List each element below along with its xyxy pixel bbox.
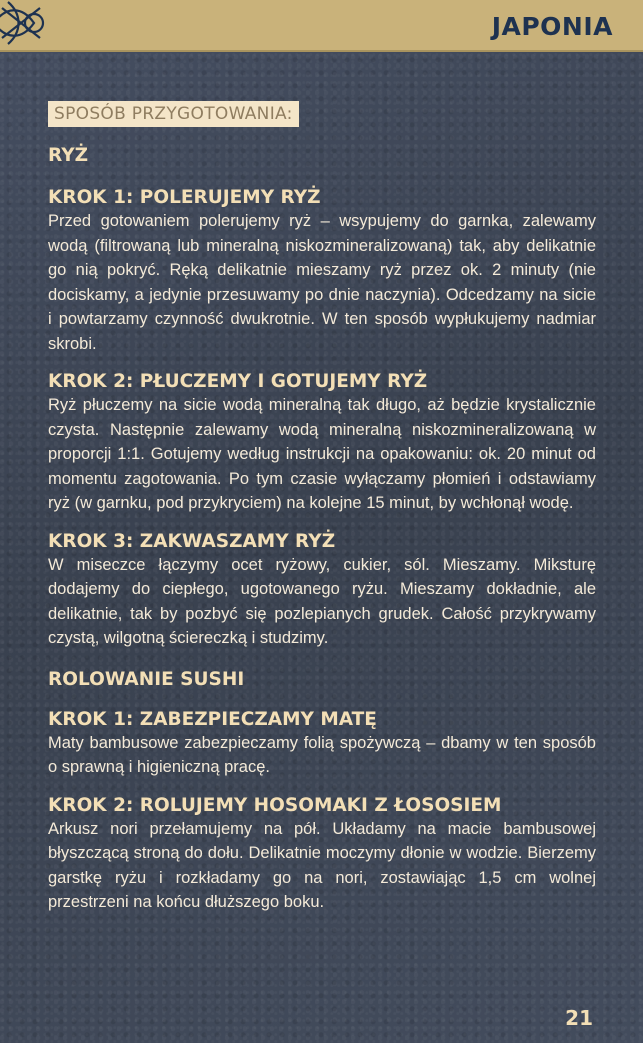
step-body: Przed gotowaniem polerujemy ryż – wsypujemy do garnka, zalewamy wodą (filtrowaną lub mineralną niskozmineralizowaną) tak, aby delikatnie go nią pokryć. Ręką delikatnie mieszamy ryż przez ok. 2 minuty (nie dociskamy, a jedynie przesuwamy po dnie naczynia). Odcedzamy na sicie i powtarzamy czynność dwukrotnie. W ten sposób wypłukujemy nadmiar skrobi.	[48, 212, 596, 353]
step-block	[48, 370, 596, 516]
section-title-rolling: ROLOWANIE SUSHI	[48, 668, 245, 690]
step-block	[48, 708, 596, 780]
knot-ornament-icon	[0, 0, 50, 46]
step-block	[48, 794, 596, 915]
step-title: KROK 2: PŁUCZEMY I GOTUJEMY RYŻ	[48, 371, 428, 392]
method-label: SPOSÓB PRZYGOTOWANIA:	[48, 101, 299, 127]
step-block	[48, 530, 596, 651]
step-body: Ryż płuczemy na sicie wodą mineralną tak długo, aż będzie krystalicznie czysta. Następnie zalewamy wodą mineralną niskozmineralizowaną w proporcji 1:1. Gotujemy według instrukcji na opakowaniu: ok. 20 minut od momentu zagotowania. Po tym czasie wyłączamy płomień i odstawiamy ryż (w garnku, pod przykryciem) na kolejne 15 minut, by wchłonął wodę.	[48, 396, 596, 512]
recipe-content	[48, 101, 596, 915]
section-title-rice: RYŻ	[48, 145, 89, 166]
header-band	[0, 0, 643, 52]
step-title: KROK 3: ZAKWASZAMY RYŻ	[48, 530, 336, 552]
country-title: JAPONIA	[491, 12, 613, 41]
step-body: W miseczce łączymy ocet ryżowy, cukier, sól. Mieszamy. Miksturę dodajemy do ciepłego, ugotowanego ryżu. Mieszamy dokładnie, ale delikatnie, tak by pozbyć się pozlepianych grudek. Całość przykrywamy czystą, wilgotną ściereczką i studzimy.	[48, 555, 596, 647]
page-number: 21	[565, 1006, 593, 1030]
step-body: Arkusz nori przełamujemy na pół. Układamy na macie bambusowej błyszczącą stroną do dołu. Delikatnie moczymy dłonie w wodzie. Bierzemy garstkę ryżu i rozkładamy go na nori, zostawiając 1,5 cm wolnej przestrzeni na końcu dłuższego boku.	[48, 819, 596, 911]
step-title: KROK 1: POLERUJEMY RYŻ	[48, 187, 321, 208]
step-block	[48, 186, 596, 356]
step-title: KROK 1: ZABEZPIECZAMY MATĘ	[48, 708, 377, 730]
step-title: KROK 2: ROLUJEMY HOSOMAKI Z ŁOSOSIEM	[48, 794, 502, 816]
step-body: Maty bambusowe zabezpieczamy folią spożywczą – dbamy w ten sposób o sprawną i higieniczną pracę.	[48, 733, 596, 776]
